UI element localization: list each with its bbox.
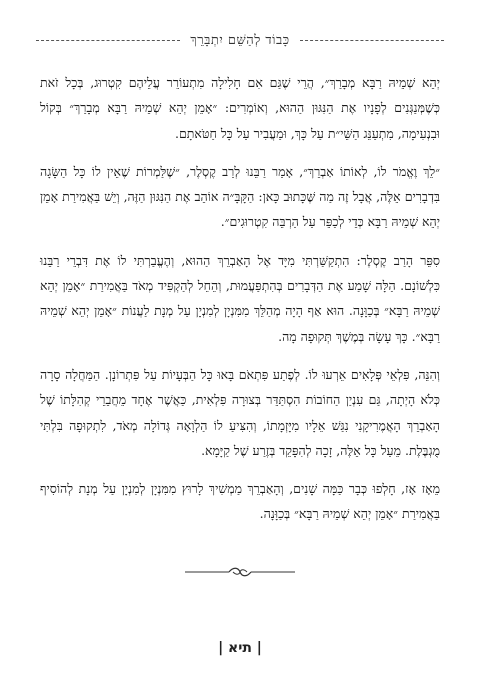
running-header-title: כָּבוֹד לְהַשֵּׁם יִתְבָּרֵךְ	[190, 33, 290, 48]
ornament-icon	[185, 565, 295, 579]
page-body	[40, 70, 440, 540]
header-rule-right	[300, 40, 444, 41]
header-rule-left	[36, 40, 180, 41]
page-number: | תיא |	[218, 640, 262, 656]
paragraph: יְהֵא שְׁמֵיהּ רַבָּא מְבָרַךְ״, הֲרֵי שֶׁגַּם אִם חָלִילָה מִתְעוֹרֵר עֲלֵיהֶם קִטְרוּג, בְּכָל זֹאת כְּשֶׁמְּנַגְּנִים לְפָנָיו אֶת הַנִּגּוּן הַהוּא, וְאוֹמְרִים: ״אָמֵן יְהֵא שְׁמֵיהּ רַבָּא מְבָרַךְ״ בְּקוֹל וּבִנְעִימָה, מִתְעַנֵּג הַשֵּׁי״ת עַל כָּךְ, וּמַעֲבִיר עַל כָּל חַטֹּאתָם.	[40, 75, 440, 141]
ornament-divider	[0, 565, 480, 579]
paragraph: סִפֵּר הָרַב קֶסְלֶר: הִתְקַשַּׁרְתִּי מִיָּד אֶל הָאַבְרֵךְ הַהוּא, וְהֶעֱבַרְתִּי לוֹ אֶת דִּבְרֵי רַבֵּנוּ כִּלְשׁוֹנָם. הַלָּה שָׁמַע אֶת הַדְּבָרִים בְּהִתְפַּעֲמוּת, וְהֵחֵל לְהַקְפִּיד מְאֹד בַּאֲמִירַת ״אָמֵן יְהֵא שְׁמֵיהּ רַבָּא״ בְּכַוָּנָה. הוּא אַף הָיָה מְהַלֵּךְ מִמִּנְיָן לְמִנְיָן עַל מְנָת לַעֲנוֹת ״אָמֵן יְהֵא שְׁמֵיהּ רַבָּא״. כָּךְ עָשָׂה בְּמֶשֶׁךְ תְּקוּפָה מָה.	[40, 252, 440, 344]
running-header	[36, 30, 444, 50]
paragraph: מֵאָז אָז, חָלְפוּ כְּבָר כַּמָּה שָׁנִים, וְהָאַבְרֵךְ מַמְשִׁיךְ לָרוּץ מִמִּנְיָן לְמִנְיָן עַל מְנָת לְהוֹסִיף בַּאֲמִירַת ״אָמֵן יְהֵא שְׁמֵיהּ רַבָּא״ בְּכַוָּנָה.	[40, 481, 440, 522]
paragraph: ״לֵךְ וֶאֱמֹר לוֹ, לְאוֹתוֹ אַבְרֵךְ״, אָמַר רַבֵּנוּ לְרַב קֶסְלֶר, ״שֶׁלַּמְרוֹת שֶׁאֵין לוֹ כָּל הַשָּׂגָה בִּדְבָרִים אֵלֶּה, אֲבָל זֶה מַה שֶּׁכָּתוּב כָּאן: הַקָּבָּ״ה אוֹהֵב אֶת הַנִּגּוּן הַזֶּה, וְיֵשׁ בַּאֲמִירַת אָמֵן יְהֵא שְׁמֵיהּ רַבָּא כְּדֵי לְכַפֵּר עַל הַרְבֵּה קִטְרוּגִים״.	[40, 163, 440, 230]
paragraph: וְהִנֵּה, פִּלְאֵי פְּלָאִים אֵרְעוּ לוֹ. לְפֶתַע פִּתְאֹם בָּאוּ כָּל הַבְּעָיוֹת עַל פִּתְרוֹנָן. הַמַּחֲלָה סָרָה כְּלֹא הָיְתָה, גַּם עִנְיַן הַחוֹבוֹת הִסְתַּדֵּר בְּצוּרָה פִּלְאִית, כַּאֲשֶׁר אֶחָד מֵחֲבֵרֵי קְהִלָּתוֹ שֶׁל הָאַבְרֵךְ הָאֲמֶרִיקָנִי נִגַּשׁ אֵלָיו מִיָּזְמָתוֹ, וְהִצִּיעַ לוֹ הַלְוָאָה גְּדוֹלָה מְאֹד, לִתְקוּפָה בִּלְתִּי מֻגְבֶּלֶת. מֵעַל כָּל אֵלֶּה, זָכָה לְהִפָּקֵד בְּזֶרַע שֶׁל קַיָּמָא.	[40, 366, 440, 458]
